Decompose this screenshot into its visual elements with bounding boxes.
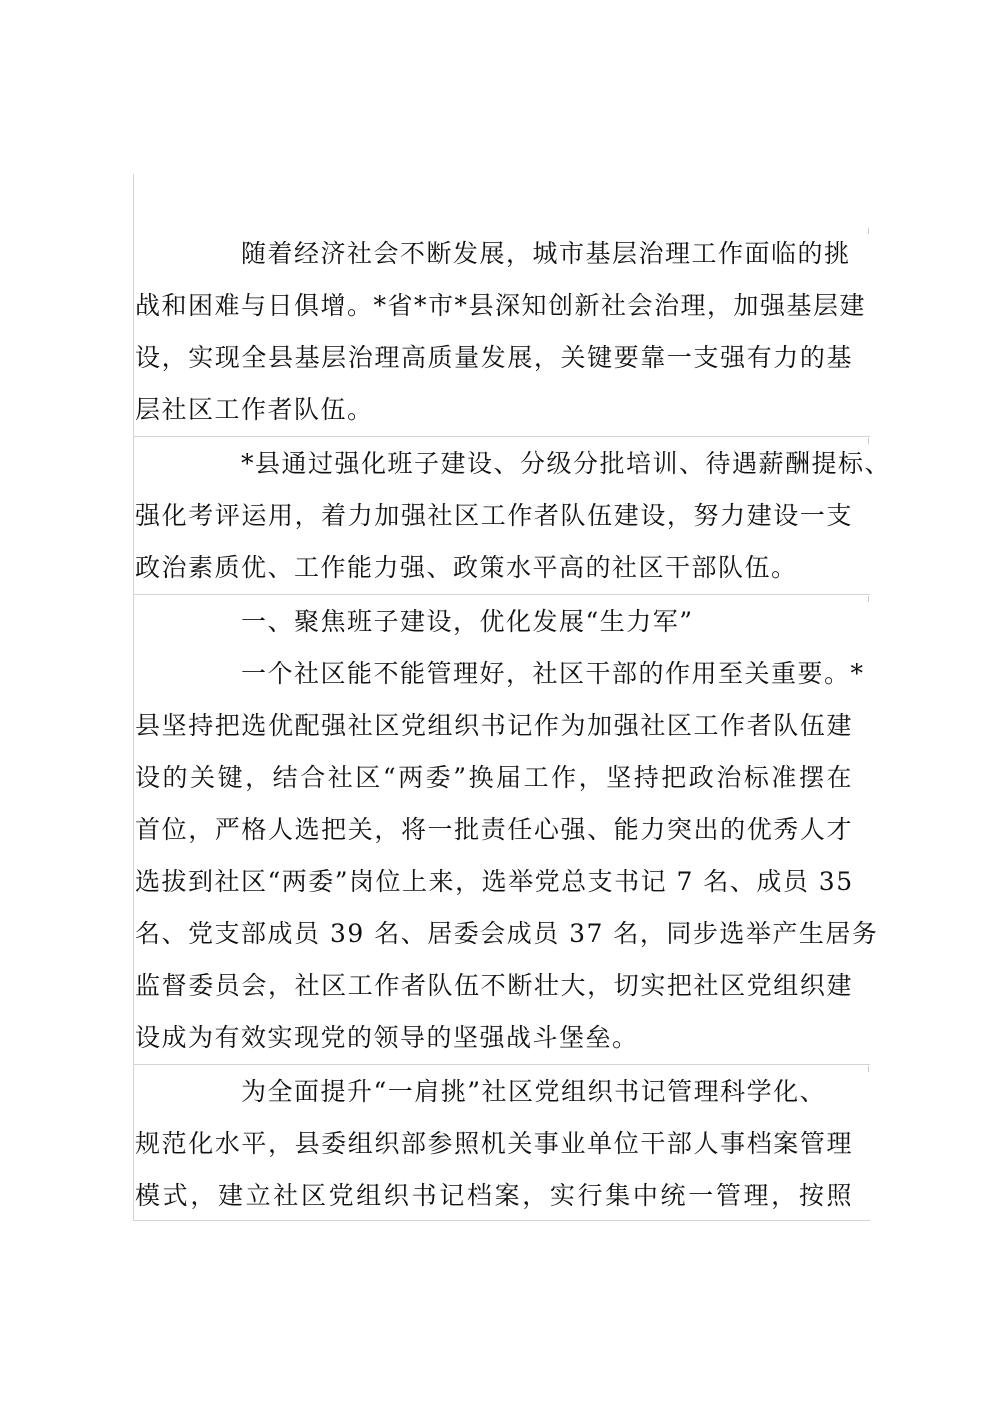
text-line: 县坚持把选优配强社区党组织书记作为加强社区工作者队伍建 — [135, 711, 853, 740]
text-line: 随着经济社会不断发展，城市基层治理工作面临的挑 — [241, 239, 851, 268]
text-line: 政治素质优、工作能力强、政策水平高的社区干部队伍。 — [135, 553, 798, 582]
right-margin-tick — [868, 228, 869, 234]
text-line: 设成为有效实现党的领导的坚强战斗堡垒。 — [135, 1023, 639, 1052]
text-line: 层社区工作者队伍。 — [135, 395, 374, 424]
text-line: 一个社区能不能管理好，社区干部的作用至关重要。* — [241, 659, 865, 688]
text-line: 设的关键，结合社区“两委”换届工作，坚持把政治标准摆在 — [135, 763, 853, 792]
text-line: 为全面提升“一肩挑”社区党组织书记管理科学化、 — [241, 1077, 827, 1106]
text-line: 设，实现全县基层治理高质量发展，关键要靠一支强有力的基 — [135, 343, 853, 372]
text-line: 强化考评运用，着力加强社区工作者队伍建设，努力建设一支 — [135, 501, 853, 530]
paragraph-divider — [133, 436, 870, 437]
text-line: *县通过强化班子建设、分级分批培训、待遇薪酬提标、 — [241, 449, 892, 478]
heading-text: 一、聚焦班子建设，优化发展“生力军” — [241, 607, 694, 636]
text-line: 选拔到社区“两委”岗位上来，选举党总支书记 7 名、成员 35 — [135, 867, 854, 896]
text-line: 规范化水平，县委组织部参照机关事业单位干部人事档案管理 — [135, 1129, 853, 1158]
paragraph-divider — [133, 594, 870, 595]
right-margin-tick — [868, 596, 869, 602]
paragraph-divider — [133, 1220, 870, 1221]
text-line: 模式，建立社区党组织书记档案，实行集中统一管理，按照 — [135, 1181, 853, 1210]
paragraph-divider — [133, 1064, 870, 1065]
text-line: 首位，严格人选把关，将一批责任心强、能力突出的优秀人才 — [135, 815, 853, 844]
text-line: 监督委员会，社区工作者队伍不断壮大，切实把社区党组织建 — [135, 971, 853, 1000]
right-margin-tick — [868, 1066, 869, 1072]
text-line: 名、党支部成员 39 名、居委会成员 37 名，同步选举产生居务 — [135, 919, 879, 948]
text-line: 战和困难与日俱增。*省*市*县深知创新社会治理，加强基层建 — [135, 291, 867, 320]
